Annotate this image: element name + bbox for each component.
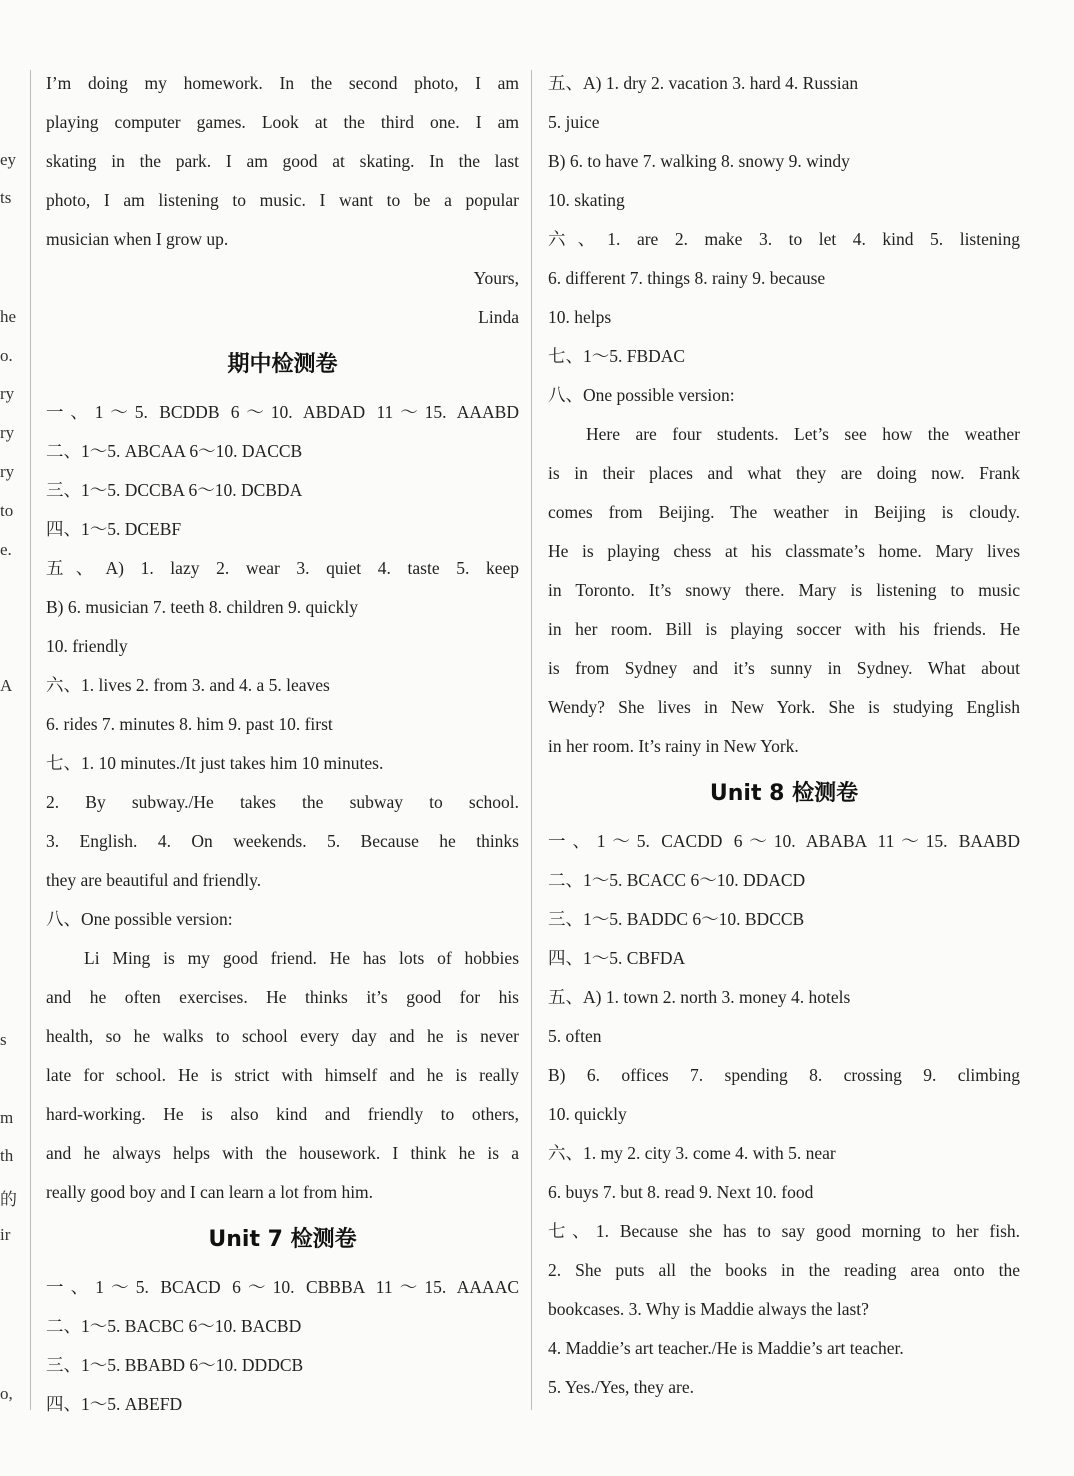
essay-line: in her room. Bill is playing soccer with his friends. He xyxy=(548,619,1020,639)
essay-line: health, so he walks to school every day and he is never xyxy=(46,1026,519,1046)
answer-line: 一、1～5. CACDD 6～10. ABABA 11～15. BAABD xyxy=(548,831,1020,851)
answer-line: 二、1～5. BCACC 6～10. DDACD xyxy=(548,870,806,890)
letter-line: skating in the park. I am good at skating. In the last xyxy=(46,151,519,171)
letter-line: photo, I am listening to music. I want to be a popular xyxy=(46,190,519,210)
essay-line: comes from Beijing. The weather in Beijing is cloudy. xyxy=(548,502,1020,522)
essay-line: Li Ming is my good friend. He has lots of hobbies xyxy=(84,948,519,968)
edge-fragment: ry xyxy=(0,384,15,403)
answer-line: 七、1. Because she has to say good morning to her fish. xyxy=(548,1221,1020,1241)
answer-line: bookcases. 3. Why is Maddie always the last? xyxy=(548,1299,869,1319)
essay-line: in Toronto. It’s snowy there. Mary is listening to music xyxy=(548,580,1020,600)
answer-line: 六、1. are 2. make 3. to let 4. kind 5. listening xyxy=(548,229,1020,249)
midterm-answers xyxy=(46,393,519,939)
answer-line: they are beautiful and friendly. xyxy=(46,870,262,890)
essay-line: He is playing chess at his classmate’s home. Mary lives xyxy=(548,541,1020,561)
essay-line: Here are four students. Let’s see how the weather xyxy=(586,424,1020,444)
answer-line: 二、1～5. ABCAA 6～10. DACCB xyxy=(46,441,303,461)
essay-line: Wendy? She lives in New York. She is studying English xyxy=(548,697,1020,717)
answer-line: 一、1～5. BCACD 6～10. CBBBA 11～15. AAAAC xyxy=(46,1277,519,1297)
answer-line: 5. juice xyxy=(548,112,600,132)
answer-line: 七、1. 10 minutes./It just takes him 10 minutes. xyxy=(46,753,384,773)
essay-line: and he often exercises. He thinks it’s good for his xyxy=(46,987,519,1007)
letter-line: playing computer games. Look at the third one. I am xyxy=(46,112,519,132)
unit8-title: Unit 8 检测卷 xyxy=(709,781,859,806)
letter-signature: Linda xyxy=(478,307,519,327)
column-divider-left xyxy=(30,70,31,1410)
answer-line: 八、One possible version: xyxy=(548,385,735,405)
answer-line: 6. rides 7. minutes 8. him 9. past 10. first xyxy=(46,714,333,734)
right-column xyxy=(548,64,1020,1407)
answer-line: 五、A) 1. town 2. north 3. money 4. hotels xyxy=(548,987,851,1007)
unit7-answers-part2 xyxy=(548,64,1020,415)
edge-fragment: s xyxy=(0,1030,7,1049)
edge-fragment: 的 xyxy=(0,1190,17,1209)
essay-line: hard-working. He is also kind and friendly to others, xyxy=(46,1104,519,1124)
letter-closing: Yours, xyxy=(473,268,519,288)
answer-line: 2. She puts all the books in the reading area onto the xyxy=(548,1260,1020,1280)
answer-line: 5. Yes./Yes, they are. xyxy=(548,1377,695,1397)
edge-fragment: th xyxy=(0,1146,14,1165)
answer-line: 5. often xyxy=(548,1026,602,1046)
answer-line: 六、1. my 2. city 3. come 4. with 5. near xyxy=(548,1143,836,1163)
edge-fragment: ry xyxy=(0,462,15,481)
edge-fragment: ey xyxy=(0,150,17,169)
edge-fragment: ir xyxy=(0,1225,11,1244)
edge-fragment: ry xyxy=(0,423,15,442)
essay-line: really good boy and I can learn a lot from him. xyxy=(46,1182,374,1202)
answer-line: B) 6. to have 7. walking 8. snowy 9. windy xyxy=(548,151,850,171)
edge-fragment: e. xyxy=(0,540,12,559)
letter-body xyxy=(46,64,519,337)
edge-fragment: o. xyxy=(0,346,13,365)
answer-line: 八、One possible version: xyxy=(46,909,233,929)
edge-fragment: ts xyxy=(0,188,12,207)
essay-line: is from Sydney and it’s sunny in Sydney. What about xyxy=(548,658,1020,678)
answer-line: 3. English. 4. On weekends. 5. Because he thinks xyxy=(46,831,519,851)
answer-line: 七、1～5. FBDAC xyxy=(548,346,686,366)
answer-line: 2. By subway./He takes the subway to school. xyxy=(46,792,519,812)
answer-line: 4. Maddie’s art teacher./He is Maddie’s art teacher. xyxy=(548,1338,904,1358)
unit7-title: Unit 7 检测卷 xyxy=(208,1227,357,1252)
answer-line: 10. quickly xyxy=(548,1104,627,1124)
essay-line: late for school. He is strict with himself and he is really xyxy=(46,1065,519,1085)
left-edge-fragments xyxy=(0,0,24,1476)
answer-line: 六、1. lives 2. from 3. and 4. a 5. leaves xyxy=(46,675,330,695)
answer-line: 三、1～5. DCCBA 6～10. DCBDA xyxy=(46,480,303,500)
edge-fragment: o, xyxy=(0,1384,13,1403)
essay-line: in her room. It’s rainy in New York. xyxy=(548,736,799,756)
answer-line: 三、1～5. BBABD 6～10. DDDCB xyxy=(46,1355,304,1375)
answer-line: 四、1～5. ABEFD xyxy=(46,1394,183,1414)
answer-line: 五、A) 1. lazy 2. wear 3. quiet 4. taste 5. keep xyxy=(46,558,519,578)
answer-line: 6. buys 7. but 8. read 9. Next 10. food xyxy=(548,1182,814,1202)
answer-line: 四、1～5. DCEBF xyxy=(46,519,182,539)
letter-line: musician when I grow up. xyxy=(46,229,229,249)
left-column xyxy=(46,64,519,1424)
essay-line: is in their places and what they are doing now. Frank xyxy=(548,463,1020,483)
edge-fragment: m xyxy=(0,1108,14,1127)
edge-fragment: A xyxy=(0,676,13,695)
unit7-answers-part1 xyxy=(46,1268,519,1424)
answer-line: 一、1～5. BCDDB 6～10. ABDAD 11～15. AAABD xyxy=(46,402,519,422)
answer-line: 10. skating xyxy=(548,190,625,210)
unit8-answers xyxy=(548,822,1020,1407)
unit7-essay xyxy=(548,415,1020,766)
column-divider-middle xyxy=(531,70,532,1410)
letter-line: I’m doing my homework. In the second photo, I am xyxy=(46,73,519,93)
answer-line: 五、A) 1. dry 2. vacation 3. hard 4. Russian xyxy=(548,73,859,93)
essay-line: and he always helps with the housework. I think he is a xyxy=(46,1143,519,1163)
answer-line: B) 6. musician 7. teeth 8. children 9. quickly xyxy=(46,597,359,617)
answer-line: 二、1～5. BACBC 6～10. BACBD xyxy=(46,1316,302,1336)
edge-fragment: to xyxy=(0,501,14,520)
midterm-title: 期中检测卷 xyxy=(227,352,338,377)
edge-fragment: he xyxy=(0,307,17,326)
answer-line: 10. helps xyxy=(548,307,612,327)
midterm-essay xyxy=(46,939,519,1212)
answer-line: 四、1～5. CBFDA xyxy=(548,948,686,968)
answer-line: 6. different 7. things 8. rainy 9. because xyxy=(548,268,826,288)
answer-line: B) 6. offices 7. spending 8. crossing 9. climbing xyxy=(548,1065,1020,1085)
answer-line: 10. friendly xyxy=(46,636,128,656)
answer-line: 三、1～5. BADDC 6～10. BDCCB xyxy=(548,909,805,929)
